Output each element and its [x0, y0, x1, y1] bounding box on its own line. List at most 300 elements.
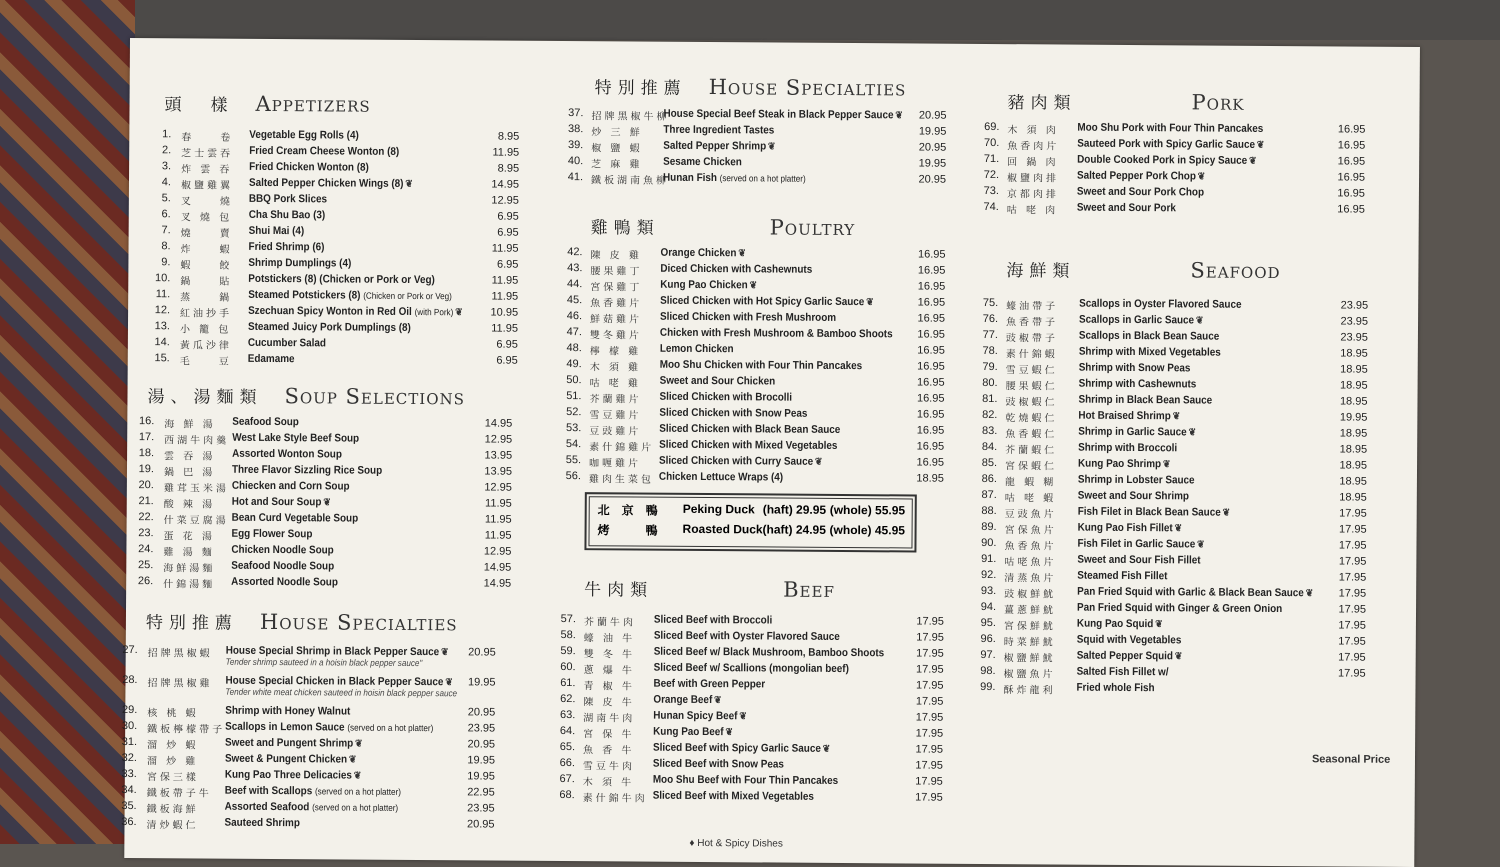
item-chinese-name: 魚香雞片: [590, 294, 642, 309]
item-chinese-name: 豆豉雞片: [589, 422, 641, 437]
pepper-icon: ❦: [455, 307, 463, 318]
item-price: 17.95: [904, 631, 944, 643]
item-name-text: Chicken Noodle Soup: [231, 544, 333, 557]
item-number: 57.: [554, 613, 576, 625]
item-name: [1077, 618, 1163, 631]
item-number: 81.: [975, 393, 997, 405]
item-price: 23.95: [455, 802, 495, 814]
item-name: [231, 560, 334, 573]
item-name-text: Salted Fish Fillet w/: [1077, 666, 1169, 679]
item-price: 16.95: [905, 280, 945, 292]
item-price: 17.95: [903, 711, 943, 723]
item-chinese-name: 雞肉生菜包: [589, 470, 654, 485]
pepper-icon: ❦: [1188, 427, 1196, 438]
item-name-text: Shrimp with Snow Peas: [1079, 362, 1191, 375]
item-price: 23.95: [1328, 315, 1368, 327]
item-number: 18.: [132, 447, 154, 459]
item-number: 46.: [560, 310, 582, 322]
item-chinese-name: 京都肉排: [1007, 185, 1059, 200]
item-chinese-name: 芝 麻 雞: [591, 155, 642, 170]
item-name: [663, 172, 806, 185]
item-chinese-name: 鐵板海鮮: [147, 800, 199, 815]
item-price: 11.95: [478, 242, 518, 254]
item-number: 52.: [559, 406, 581, 418]
pepper-icon: ❦: [405, 179, 413, 190]
duck-chinese-name: 北 京 鴨: [598, 501, 658, 518]
item-number: 63.: [553, 709, 575, 721]
pork-title: Pork: [1191, 90, 1244, 114]
item-chinese-name: 咕 咾 雞: [590, 374, 641, 389]
item-name-text: Moo Shu Pork with Four Thin Pancakes: [1077, 122, 1263, 135]
item-name-text: Moo Shu Chicken with Four Thin Pancakes: [660, 359, 863, 372]
item-chinese-name: 雲 吞 湯: [164, 447, 215, 462]
item-chinese-name: 豉椒帶子: [1006, 329, 1058, 344]
item-name: [232, 432, 359, 445]
soup-header: [147, 382, 465, 409]
item-name: [1077, 554, 1200, 567]
item-name: [1077, 650, 1183, 663]
item-price: 12.95: [472, 433, 512, 445]
item-chinese-name: 豉椒蝦仁: [1005, 393, 1057, 408]
item-price: 23.95: [1328, 331, 1368, 343]
item-name: [660, 279, 757, 292]
item-chinese-name: 毛 豆: [180, 352, 232, 367]
item-price: 16.95: [904, 424, 944, 436]
item-number: 87.: [975, 489, 997, 501]
item-name-text: Three Flavor Sizzling Rice Soup: [232, 464, 382, 477]
item-name-text: Sliced Chicken with Fresh Mushroom: [660, 311, 836, 324]
item-name-text: Scallops in Garlic Sauce: [1079, 314, 1194, 327]
pepper-icon: ❦: [355, 739, 363, 750]
seafood-list: [973, 297, 1366, 700]
menu-item: [116, 644, 511, 677]
item-chinese-name: 鍋 巴 湯: [164, 463, 215, 478]
item-chinese-name: 什菜豆腐湯: [164, 511, 229, 526]
item-name-text: Orange Chicken: [660, 247, 736, 260]
item-price: 20.95: [456, 646, 496, 658]
item-price: 11.95: [479, 146, 519, 158]
item-number: 47.: [560, 326, 582, 338]
item-name-text: Kung Pao Chicken: [660, 279, 748, 292]
item-name: [232, 496, 331, 509]
item-price: 17.95: [903, 775, 943, 787]
item-name-text: Sliced Beef w/ Scallions (mongolian beef): [654, 662, 849, 675]
item-name: [659, 407, 807, 420]
item-name: [248, 353, 295, 365]
item-chinese-name: 魚香肉片: [1007, 137, 1059, 152]
menu-item: [115, 674, 510, 707]
item-name: [248, 337, 326, 350]
item-name: [660, 263, 812, 276]
item-name-text: Sliced Beef w/ Black Mushroom, Bamboo Shoots: [654, 646, 885, 660]
item-chinese-name: 魚香魚片: [1004, 537, 1056, 552]
item-name: [231, 576, 338, 589]
item-name-text: Edamame: [248, 353, 295, 365]
item-number: 37.: [561, 107, 583, 119]
item-name: [1078, 522, 1183, 535]
item-price: 18.95: [1327, 491, 1367, 503]
item-number: 89.: [975, 521, 997, 533]
item-name: [225, 737, 363, 750]
item-number: 79.: [976, 361, 998, 373]
pepper-icon: ❦: [725, 727, 733, 738]
item-chinese-name: 乾燒蝦仁: [1005, 409, 1057, 424]
item-name-text: Hot Braised Shrimp: [1078, 410, 1171, 423]
house1-zh-title: 特別推薦: [146, 608, 238, 634]
item-price: 17.95: [903, 791, 943, 803]
item-name-text: Seafood Noodle Soup: [231, 560, 334, 573]
item-name-text: Sauteed Pork with Spicy Garlic Sauce: [1077, 138, 1255, 151]
item-name-text: Sliced Chicken with Curry Sauce: [659, 455, 813, 468]
menu-item: [561, 171, 946, 190]
item-price: 17.95: [903, 695, 943, 707]
item-name-text: Shrimp with Cashewnuts: [1079, 378, 1197, 391]
item-name-text: Orange Beef: [653, 694, 712, 706]
house2-header: [595, 73, 907, 100]
item-name-text: BBQ Pork Slices: [249, 193, 327, 206]
item-number: 59.: [554, 645, 576, 657]
item-name: [663, 124, 774, 137]
item-price: 16.95: [1325, 139, 1365, 151]
item-number: 85.: [975, 457, 997, 469]
item-name: [248, 321, 411, 334]
table-background: [0, 0, 1500, 40]
item-number: 67.: [553, 773, 575, 785]
item-number: 62.: [553, 693, 575, 705]
item-chinese-name: 鐵板帶子牛: [147, 784, 212, 799]
item-price: 16.95: [905, 360, 945, 372]
menu-item: [114, 816, 509, 835]
appetizers-title: Appetizers: [255, 92, 370, 117]
item-number: 40.: [561, 155, 583, 167]
item-number: 82.: [975, 409, 997, 421]
item-chinese-name: 海 鮮 湯: [164, 415, 215, 430]
item-name-text: Shrimp with Honey Walnut: [225, 705, 350, 718]
item-chinese-name: 素什錦雞片: [589, 438, 654, 453]
item-name: [660, 359, 863, 372]
item-name: [1079, 298, 1241, 311]
item-name-text: Sliced Chicken with Mixed Vegetables: [659, 439, 837, 452]
item-name: [249, 161, 369, 174]
item-chinese-name: 蒸 鍋: [180, 288, 232, 303]
item-number: 61.: [553, 677, 575, 689]
item-number: 83.: [975, 425, 997, 437]
item-name: [1077, 538, 1204, 551]
pepper-icon: ❦: [815, 457, 823, 468]
item-name-text: Steamed Potstickers (8): [248, 289, 360, 302]
item-name: [659, 455, 822, 468]
item-number: 8.: [149, 240, 171, 252]
item-name: [249, 129, 359, 142]
item-name: [232, 416, 299, 428]
item-chinese-name: 蠔 油 牛: [584, 629, 635, 644]
menu-item: [553, 789, 943, 808]
item-price: 12.95: [471, 545, 511, 557]
item-name: [654, 630, 840, 643]
item-number: 91.: [974, 553, 996, 565]
house1-title: House Specialties: [260, 610, 458, 635]
item-chinese-name: 炸 雲 吞: [181, 160, 232, 175]
item-number: 23.: [132, 527, 154, 539]
item-name: [1078, 394, 1212, 407]
item-number: 27.: [116, 644, 138, 656]
menu-item: [131, 575, 511, 594]
item-name: [1079, 346, 1221, 359]
item-name-text: Fried Shrimp (6): [249, 241, 325, 254]
item-price: 17.95: [903, 743, 943, 755]
item-name-text: Sliced Beef with Oyster Flavored Sauce: [654, 630, 840, 643]
item-name-text: West Lake Style Beef Soup: [232, 432, 359, 445]
item-chinese-name: 蠔油帶子: [1006, 297, 1058, 312]
pork-list: [977, 121, 1363, 220]
item-name: [1077, 570, 1167, 583]
item-number: 72.: [977, 169, 999, 181]
item-chinese-name: 咕咾魚片: [1004, 553, 1056, 568]
pepper-icon: ❦: [739, 711, 747, 722]
item-description: Tender white meat chicken sauteed in hoisin black pepper sauce: [225, 687, 457, 699]
item-chinese-name: 陳 皮 牛: [583, 693, 634, 708]
item-price: 18.95: [1327, 395, 1367, 407]
item-price: 18.95: [1327, 475, 1367, 487]
item-chinese-name: 招牌黑椒牛柳: [591, 107, 669, 123]
item-name-text: House Special Chicken in Black Pepper Sauce: [225, 675, 443, 689]
item-number: 77.: [976, 329, 998, 341]
item-name: [225, 675, 457, 699]
house2-zh-title: 特別推薦: [595, 73, 687, 99]
item-name-text: Pan Fried Squid with Garlic & Black Bean Sauce: [1077, 586, 1304, 600]
item-chinese-name: 雪豆蝦仁: [1006, 361, 1058, 376]
item-price: 17.95: [903, 679, 943, 691]
item-name-text: Chicken Lettuce Wraps (4): [659, 471, 783, 484]
item-chinese-name: 椒鹽肉排: [1007, 169, 1059, 184]
item-chinese-name: 宮保鮮魷: [1004, 617, 1056, 632]
item-number: 36.: [114, 816, 136, 828]
item-name-text: Chiecken and Corn Soup: [232, 480, 350, 493]
item-chinese-name: 素什錦牛肉: [583, 789, 648, 804]
item-name-text: Double Cooked Pork in Spicy Sauce: [1077, 154, 1247, 167]
item-number: 39.: [561, 139, 583, 151]
item-name-text: Sliced Beef with Snow Peas: [653, 758, 784, 771]
item-name: [248, 257, 351, 270]
item-chinese-name: 蛋 花 湯: [163, 527, 214, 542]
item-name-text: Fried Chicken Wonton (8): [249, 161, 369, 174]
item-price: 13.95: [472, 465, 512, 477]
item-number: 10.: [148, 272, 170, 284]
item-number: 45.: [560, 294, 582, 306]
item-price: 16.95: [1325, 123, 1365, 135]
item-name-text: Shrimp in Lobster Sauce: [1078, 474, 1195, 487]
item-name: [653, 774, 838, 787]
item-price: 16.95: [905, 312, 945, 324]
item-name-text: Squid with Vegetables: [1077, 634, 1182, 647]
item-price: 18.95: [1328, 347, 1368, 359]
item-name-text: Salted Pepper Squid: [1077, 650, 1173, 663]
item-price: 11.95: [472, 497, 512, 509]
item-name-text: Shrimp in Black Bean Sauce: [1078, 394, 1212, 407]
item-number: 98.: [974, 665, 996, 677]
item-number: 25.: [131, 559, 153, 571]
item-chinese-name: 宮保三樣: [147, 768, 199, 783]
item-price: 22.95: [455, 786, 495, 798]
item-chinese-name: 招牌黑椒蝦: [148, 644, 213, 659]
item-name: [659, 471, 783, 484]
pork-zh-title: 豬肉類: [1007, 88, 1076, 113]
pepper-icon: ❦: [738, 248, 746, 259]
item-name: [249, 193, 327, 206]
item-name-text: Shrimp with Broccoli: [1078, 442, 1177, 455]
item-number: 48.: [560, 342, 582, 354]
item-number: 93.: [974, 585, 996, 597]
item-name-text: Kung Pao Squid: [1077, 618, 1154, 631]
item-chinese-name: 紅油抄手: [180, 304, 232, 319]
item-chinese-name: 豆豉魚片: [1005, 505, 1057, 520]
item-name-text: Potstickers (8) (Chicken or Pork or Veg): [248, 273, 435, 286]
item-price: 19.95: [1327, 411, 1367, 423]
duck-box: [584, 492, 916, 552]
item-price: 17.95: [904, 615, 944, 627]
item-note: (served on a hot platter): [315, 786, 401, 797]
item-price: 18.95: [1327, 443, 1367, 455]
item-name-text: Fried whole Fish: [1076, 682, 1154, 695]
item-price: 16.95: [904, 440, 944, 452]
item-number: 84.: [975, 441, 997, 453]
item-name-text: Seafood Soup: [232, 416, 299, 428]
item-chinese-name: 燒 賣: [181, 224, 233, 239]
item-chinese-name: 酥炸龍利: [1003, 681, 1055, 696]
item-price: 17.95: [1326, 619, 1366, 631]
item-number: 17.: [132, 431, 154, 443]
item-name-text: Lemon Chicken: [660, 343, 734, 356]
item-number: 19.: [132, 463, 154, 475]
item-name-text: Salted Pepper Shrimp: [663, 140, 766, 153]
item-price: 18.95: [1328, 379, 1368, 391]
poultry-zh-title: 雞鴨類: [591, 213, 660, 238]
item-number: 53.: [559, 422, 581, 434]
item-name: [653, 694, 721, 706]
item-number: 60.: [554, 661, 576, 673]
item-name-text: Pan Fried Squid with Ginger & Green Onion: [1077, 602, 1282, 615]
item-name-text: Sweet and Pungent Shrimp: [225, 737, 353, 750]
item-price: 11.95: [478, 274, 518, 286]
item-price: 16.95: [905, 328, 945, 340]
duck-whole-price: (whole) 55.95: [830, 503, 905, 518]
item-chinese-name: 黃瓜沙律: [180, 336, 232, 351]
item-chinese-name: 腰果蝦仁: [1006, 377, 1058, 392]
item-name-text: Assorted Seafood: [225, 801, 310, 814]
item-name: [1077, 666, 1169, 679]
item-name-text: Sliced Beef with Mixed Vegetables: [653, 790, 814, 803]
item-price: 20.95: [906, 141, 946, 153]
item-number: 49.: [560, 358, 582, 370]
item-chinese-name: 叉 燒 包: [181, 208, 232, 223]
item-chinese-name: 雞 湯 麵: [163, 543, 214, 558]
menu-item: [148, 352, 528, 371]
item-chinese-name: 叉 燒: [181, 192, 233, 207]
item-number: 99.: [973, 681, 995, 693]
item-name-text: House Special Shrimp in Black Pepper Sauce: [226, 645, 440, 658]
item-name: [660, 327, 893, 341]
item-name: [659, 423, 840, 436]
item-chinese-name: 酸 辣 湯: [164, 495, 215, 510]
item-name: [659, 391, 792, 404]
item-name-text: Sliced Chicken with Black Bean Sauce: [659, 423, 840, 436]
item-name: [660, 343, 734, 356]
item-number: 95.: [974, 617, 996, 629]
item-price: 17.95: [1326, 667, 1366, 679]
item-name-text: Scallops in Lemon Sauce: [225, 721, 344, 734]
item-number: 41.: [561, 171, 583, 183]
menu-sheet: [124, 38, 1420, 867]
item-name-text: Sliced Beef with Broccoli: [654, 614, 772, 627]
item-name-text: Sesame Chicken: [663, 156, 742, 169]
item-number: 54.: [559, 438, 581, 450]
item-name: [653, 758, 784, 771]
item-name-text: Shrimp in Garlic Sauce: [1078, 426, 1186, 439]
duck-half-price: (haft) 29.95: [763, 502, 826, 516]
item-name: [654, 614, 772, 627]
item-price: 20.95: [454, 818, 494, 830]
item-name: [232, 512, 359, 525]
item-name: [1076, 682, 1154, 695]
item-chinese-name: 芥蘭雞片: [589, 390, 641, 405]
item-number: 71.: [977, 153, 999, 165]
item-number: 4.: [149, 176, 171, 188]
item-name-text: Sweet and Sour Pork Chop: [1077, 186, 1204, 199]
item-chinese-name: 雪豆雞片: [589, 406, 641, 421]
item-name: [1078, 410, 1180, 423]
item-name-text: Kung Pao Three Delicacies: [225, 769, 352, 782]
item-chinese-name: 小 籠 包: [180, 320, 231, 335]
pepper-icon: ❦: [1197, 539, 1205, 550]
item-number: 51.: [559, 390, 581, 402]
item-price: 18.95: [904, 472, 944, 484]
soup-zh-title: 湯、湯麵類: [147, 382, 262, 408]
item-number: 7.: [149, 224, 171, 236]
item-price: 14.95: [471, 577, 511, 589]
item-name-text: Assorted Wonton Soup: [232, 448, 342, 461]
item-price: 14.95: [471, 561, 511, 573]
item-number: 86.: [975, 473, 997, 485]
item-name: [249, 241, 325, 254]
pepper-icon: ❦: [866, 297, 874, 308]
item-name: [232, 448, 342, 461]
item-number: 32.: [115, 752, 137, 764]
item-chinese-name: 魚香蝦仁: [1005, 425, 1057, 440]
item-price: 17.95: [1327, 507, 1367, 519]
item-name: [653, 742, 830, 755]
item-chinese-name: 鍋 貼: [180, 272, 232, 287]
item-price: 19.95: [906, 157, 946, 169]
item-name: [249, 225, 305, 237]
item-number: 76.: [976, 313, 998, 325]
item-price: 20.95: [455, 706, 495, 718]
item-name-text: Hunan Spicy Beef: [653, 710, 737, 723]
pepper-icon: ❦: [1175, 651, 1183, 662]
item-name-text: Sliced Chicken with Hot Spicy Garlic Sauce: [660, 295, 864, 308]
item-price: 19.95: [455, 770, 495, 782]
item-number: 2.: [149, 144, 171, 156]
item-number: 35.: [115, 800, 137, 812]
item-price: 16.95: [905, 264, 945, 276]
item-name-text: Chicken with Fresh Mushroom & Bamboo Shoots: [660, 327, 893, 341]
pepper-icon: ❦: [349, 755, 357, 766]
item-name: [1078, 426, 1196, 439]
item-chinese-name: 溜 炒 蝦: [147, 736, 198, 751]
item-number: 15.: [148, 352, 170, 364]
item-price: 17.95: [904, 647, 944, 659]
item-name: [224, 817, 299, 830]
seasonal-price: Seasonal Price: [1312, 753, 1390, 766]
